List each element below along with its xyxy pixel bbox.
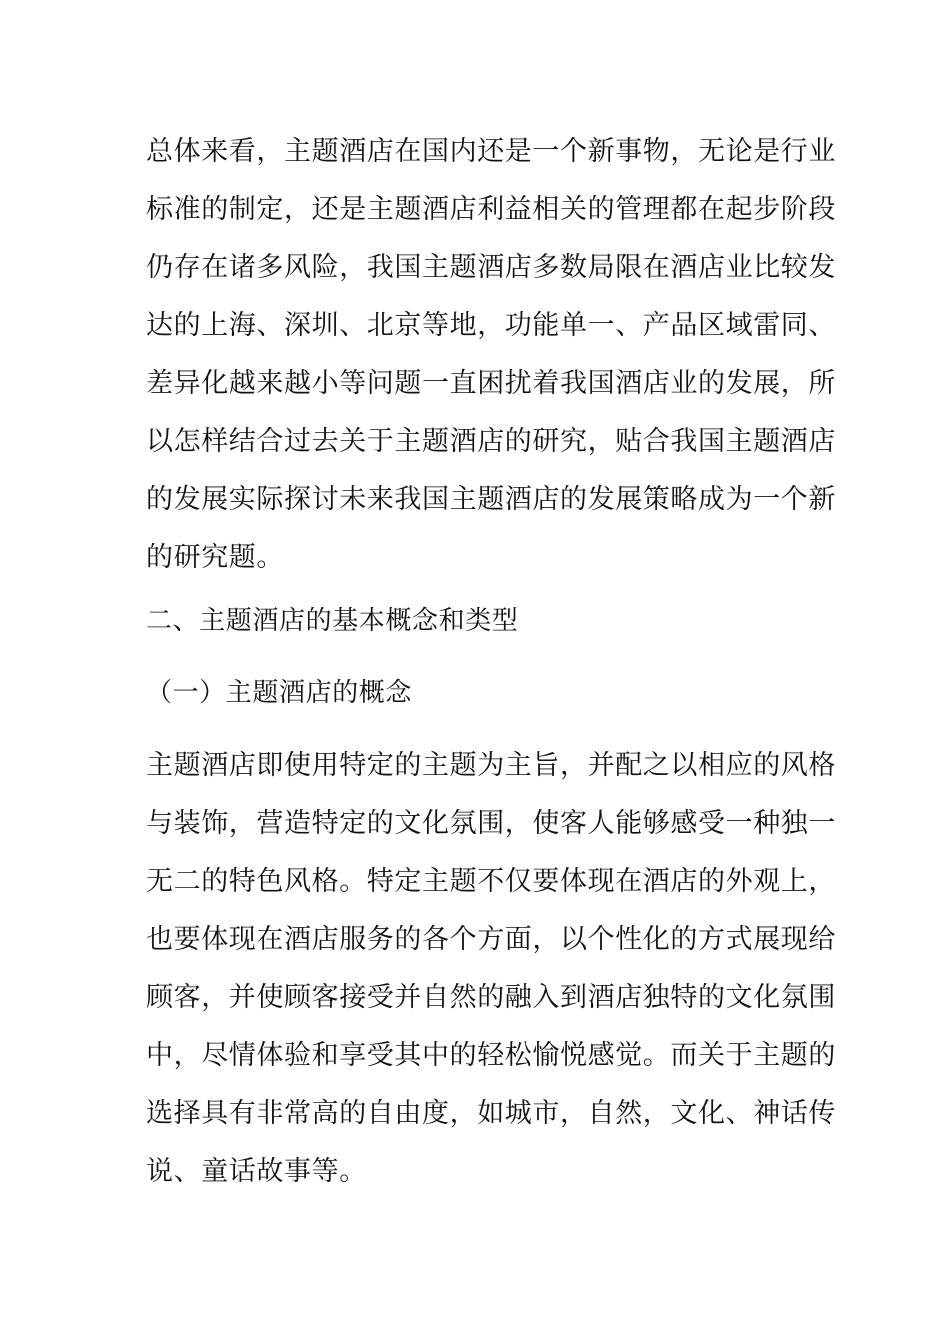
paragraph-1-line-4: 达的上海、深圳、北京等地，功能单一、产品区域雷同、 [146, 310, 836, 341]
paragraph-2-line-1: 主题酒店即使用特定的主题为主旨，并配之以相应的风格 [146, 750, 836, 781]
paragraph-2-line-3: 无二的特色风格。特定主题不仅要体现在酒店的外观上， [146, 866, 836, 897]
paragraph-2-line-7: 选择具有非常高的自由度，如城市，自然，文化、神话传 [146, 1098, 836, 1129]
paragraph-2-line-2: 与装饰，营造特定的文化氛围，使客人能够感受一种独一 [146, 808, 836, 839]
paragraph-2-line-8: 说、童话故事等。 [146, 1156, 367, 1187]
paragraph-2-line-6: 中，尽情体验和享受其中的轻松愉悦感觉。而关于主题的 [146, 1040, 836, 1071]
paragraph-1-line-8: 的研究题。 [146, 542, 284, 573]
paragraph-1-line-7: 的发展实际探讨未来我国主题酒店的发展策略成为一个新 [146, 484, 836, 515]
paragraph-1-line-6: 以怎样结合过去关于主题酒店的研究，贴合我国主题酒店 [146, 426, 836, 457]
paragraph-2-line-5: 顾客，并使顾客接受并自然的融入到酒店独特的文化氛围 [146, 982, 836, 1013]
paragraph-2-line-4: 也要体现在酒店服务的各个方面，以个性化的方式展现给 [146, 924, 836, 955]
section-heading: 二、主题酒店的基本概念和类型 [146, 606, 519, 636]
paragraph-1-line-3: 仍存在诸多风险，我国主题酒店多数局限在酒店业比较发 [146, 252, 836, 283]
paragraph-1-line-2: 标准的制定，还是主题酒店利益相关的管理都在起步阶段 [146, 194, 836, 225]
subsection-heading: （一）主题酒店的概念 [146, 678, 413, 708]
paragraph-1-line-5: 差异化越来越小等问题一直困扰着我国酒店业的发展，所 [146, 368, 836, 399]
paragraph-1-line-1: 总体来看，主题酒店在国内还是一个新事物，无论是行业 [146, 136, 836, 167]
